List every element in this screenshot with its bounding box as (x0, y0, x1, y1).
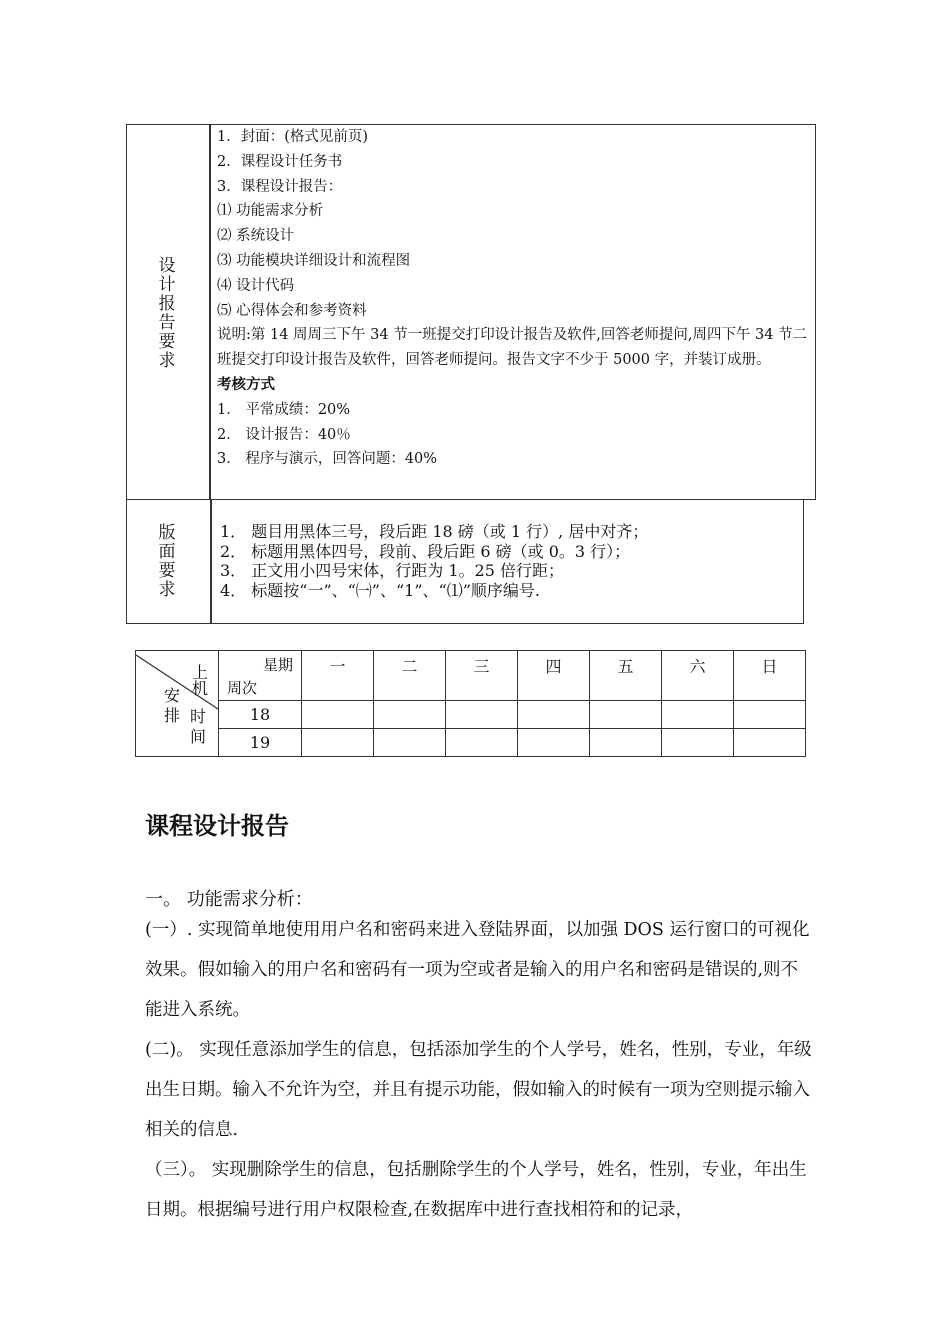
table-row (136, 729, 806, 757)
corner-label-top (192, 665, 208, 697)
corner-char: 机 (192, 679, 209, 698)
corner-label-time (190, 707, 206, 747)
label-char: 版 (158, 523, 176, 543)
req-item: ⑷ 设计代码 (217, 277, 295, 294)
schedule-cell (518, 701, 590, 729)
assessment-item: 2． 设计报告：40％ (217, 426, 351, 443)
week-number: 19 (219, 729, 302, 757)
schedule-cell (374, 729, 446, 757)
schedule-table (135, 650, 806, 757)
req-item: 2．课程设计任务书 (217, 153, 343, 170)
assessment-title: 考核方式 (217, 375, 275, 393)
layout-requirements-content (220, 522, 648, 600)
corner-char: 时 (190, 707, 207, 726)
day-header: 四 (518, 651, 590, 701)
day-header: 三 (446, 651, 518, 701)
column-divider (209, 125, 211, 499)
body-paragraph: (二)。 实现任意添加学生的信息，包括添加学生的个人学号，姓名，性别，专业，年级出生日期。输入不允许为空，并且有提示功能，假如输入的时候有一项为空则提示输入相关的信息. (145, 1040, 812, 1140)
report-title: 课程设计报告 (145, 812, 289, 840)
row-label: 周次 (227, 679, 258, 697)
label-char: 要 (158, 561, 176, 581)
layout-item: 3． 正文用小四号宋体，行距为 1。25 倍行距； (220, 561, 564, 580)
assessment-item: 3． 程序与演示，回答问题：40% (217, 451, 438, 468)
req-item: ⑵ 系统设计 (217, 228, 295, 245)
schedule-cell (302, 729, 374, 757)
assessment-item: 1． 平常成绩：20% (217, 401, 351, 418)
day-header: 五 (590, 651, 662, 701)
layout-item: 1． 题目用黑体三号，段后距 18 磅（或 1 行）, 居中对齐； (220, 522, 649, 541)
label-char: 求 (158, 580, 176, 600)
label-char: 计 (158, 275, 176, 295)
table-row (136, 701, 806, 729)
corner-char: 间 (190, 727, 207, 746)
body-paragraph: (一）. 实现简单地使用用户名和密码来进入登陆界面，以加强 DOS 运行窗口的可视化效果。假如输入的用户名和密码有一项为空或者是输入的用户名和密码是错误的,则不能进入系统。 (145, 920, 810, 1020)
layout-item: 2． 标题用黑体四号，段前、段后距 6 磅（或 0。3 行）； (220, 541, 631, 561)
design-requirements-box (126, 124, 816, 500)
corner-char: 排 (164, 706, 181, 725)
schedule-cell (734, 729, 806, 757)
schedule-cell (518, 729, 590, 757)
day-header: 六 (662, 651, 734, 701)
layout-requirements-label (157, 524, 177, 600)
layout-requirements-box (126, 499, 804, 624)
corner-char: 安 (164, 686, 181, 705)
label-char: 求 (158, 351, 176, 371)
req-item: ⑴ 功能需求分析 (217, 203, 324, 220)
req-item: 3．课程设计报告： (217, 178, 343, 195)
schedule-cell (446, 729, 518, 757)
week-header-cell (219, 651, 302, 701)
body-paragraph: （三）。 实现删除学生的信息，包括删除学生的个人学号，姓名，性别，专业，年出生日期。根据编号进行用户权限检查,在数据库中进行查找相符和的记录， (145, 1160, 807, 1220)
label-char: 要 (158, 332, 176, 352)
schedule-cell (662, 701, 734, 729)
schedule-cell (590, 729, 662, 757)
req-item: ⑶ 功能模块详细设计和流程图 (217, 252, 411, 269)
week-label: 星期 (262, 656, 293, 674)
design-requirements-label (157, 257, 177, 371)
label-char: 告 (158, 313, 176, 333)
day-header: 日 (734, 651, 806, 701)
corner-label-side (164, 686, 180, 726)
schedule-cell (446, 701, 518, 729)
day-header: 一 (302, 651, 374, 701)
label-char: 面 (158, 542, 176, 562)
schedule-corner-cell (136, 651, 219, 757)
schedule-cell (662, 729, 734, 757)
corner-char: 上 (192, 663, 209, 682)
layout-item: 4． 标题按“一”、“㈠”、“1”、“⑴”顺序编号. (220, 580, 540, 600)
column-divider (210, 500, 212, 623)
schedule-cell (590, 701, 662, 729)
week-number: 18 (219, 701, 302, 729)
submission-note: 说明:第 14 周周三下午 34 节一班提交打印设计报告及软件,回答老师提问,周四下午 34 节二班提交打印设计报告及软件，回答老师提问。报告文字不少于 5000 字，并装订成册。 (217, 327, 808, 369)
req-item: ⑸ 心得体会和参考资料 (217, 302, 367, 319)
schedule-cell (374, 701, 446, 729)
schedule-cell (302, 701, 374, 729)
label-char: 报 (158, 294, 176, 314)
day-header: 二 (374, 651, 446, 701)
req-item: 1．封面：(格式见前页) (217, 129, 369, 145)
design-requirements-content (217, 125, 809, 472)
section-heading: 一。 功能需求分析： (145, 889, 313, 910)
schedule-cell (734, 701, 806, 729)
label-char: 设 (158, 256, 176, 276)
